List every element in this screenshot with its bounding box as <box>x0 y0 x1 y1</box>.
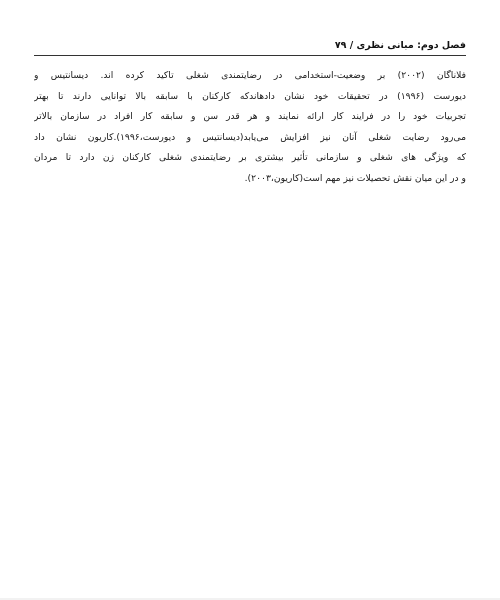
paragraph-line: فلاناگان (۲۰۰۲) بر وضعیت-استخدامی در رضایتمندی شغلی تاکید کرده اند. دیسانتیس و <box>34 70 466 81</box>
paragraph-line: که ویژگی های شغلی و سازمانی تأثیر بیشتری بر رضایتمندی شغلی کارکنان زن دارد تا مردان <box>34 152 466 164</box>
running-header: فصل دوم: مبانی نظری / ۷۹ <box>334 40 466 51</box>
paragraph-line: می‌رود رضایت شغلی آنان نیز افزایش می‌یابد(دیسانتیس و دیورست،۱۹۹۶).کاریون نشان داد <box>34 131 466 143</box>
header-divider <box>34 55 466 56</box>
paragraph-line: تجربیات خود را در فرایند کار ارائه نمایند و هر قدر سن و سابقه کار افراد در سازمان بالاتر <box>34 111 466 123</box>
paragraph-line: دیورست (۱۹۹۶) در تحقیقات خود نشان دادهاندکه کارکنان با سابقه بالا توانایی دارند تا بهتر <box>34 90 466 102</box>
body-paragraph <box>34 66 466 190</box>
paragraph-line: و در این میان نقش تحصیلات نیز مهم است(کاریون،۲۰۰۳). <box>244 172 466 184</box>
